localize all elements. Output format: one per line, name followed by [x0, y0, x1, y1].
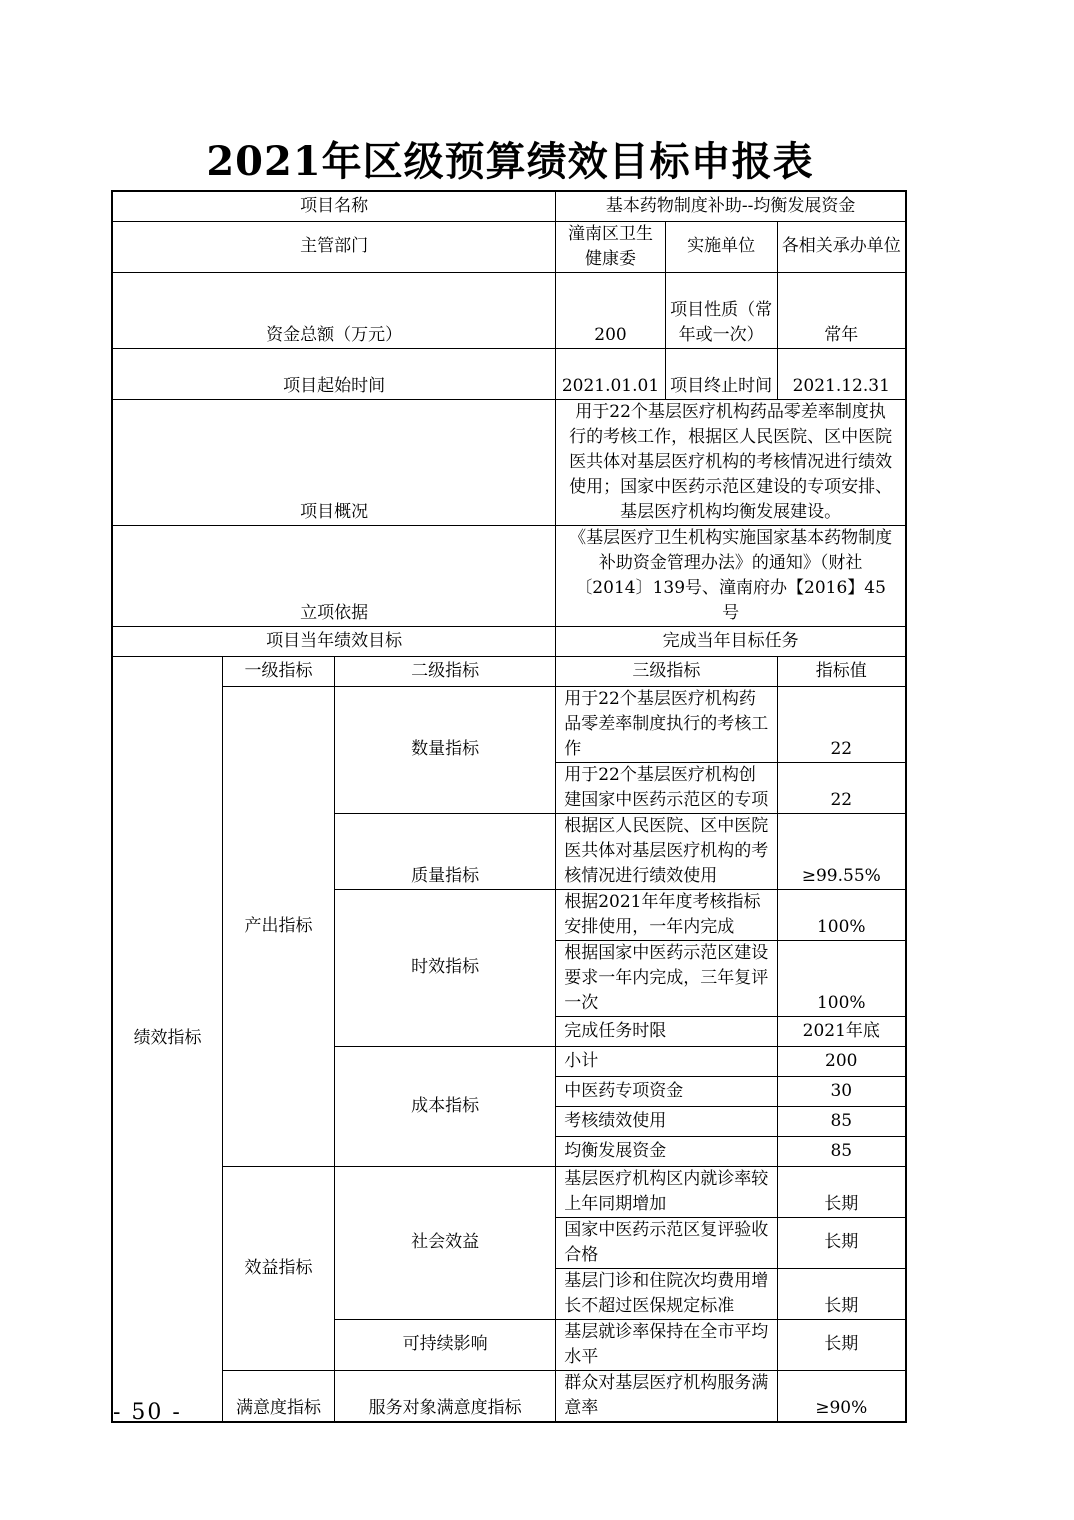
quality-indicator-label: 质量指标	[334, 813, 555, 889]
indicator-value: 85	[777, 1136, 906, 1166]
indicator-text: 小计	[556, 1046, 777, 1076]
end-value: 2021.12.31	[777, 348, 906, 399]
impl-label: 实施单位	[665, 221, 777, 272]
performance-indicator-label: 绩效指标	[112, 656, 223, 1422]
indicator-value: 长期	[777, 1268, 906, 1319]
cost-indicator-label: 成本指标	[334, 1046, 555, 1166]
indicator-value: 2021年底	[777, 1016, 906, 1046]
col-level1: 一级指标	[223, 656, 335, 686]
performance-target-table	[111, 190, 907, 1423]
indicator-value: 200	[777, 1046, 906, 1076]
indicator-value: 长期	[777, 1166, 906, 1217]
indicator-text: 根据区人民医院、区中医院医共体对基层医疗机构的考核情况进行绩效使用	[556, 813, 777, 889]
benefit-indicator-label: 效益指标	[223, 1166, 335, 1370]
indicator-value: 100%	[777, 940, 906, 1016]
row-fund	[112, 272, 906, 348]
indicator-value: ≥99.55%	[777, 813, 906, 889]
fund-label: 资金总额（万元）	[112, 272, 556, 348]
indicator-text: 考核绩效使用	[556, 1106, 777, 1136]
nature-label: 项目性质（常年或一次）	[665, 272, 777, 348]
indicator-value: 30	[777, 1076, 906, 1106]
page-title: 2021年区级预算绩效目标申报表	[206, 138, 814, 185]
service-satisfaction-label: 服务对象满意度指标	[334, 1370, 555, 1422]
basis-label: 立项依据	[112, 525, 556, 626]
start-label: 项目起始时间	[112, 348, 556, 399]
project-name-label: 项目名称	[112, 191, 556, 221]
row-time	[112, 348, 906, 399]
indicator-value: 22	[777, 686, 906, 762]
indicator-text: 基层就诊率保持在全市平均水平	[556, 1319, 777, 1370]
indicator-value: 22	[777, 762, 906, 813]
overview-value: 用于22个基层医疗机构药品零差率制度执行的考核工作，根据区人民医院、区中医院医共体对基层医疗机构的考核情况进行绩效使用；国家中医药示范区建设的专项安排、基层医疗机构均衡发展建设。	[556, 399, 906, 525]
output-indicator-label: 产出指标	[223, 686, 335, 1166]
indicator-value: 100%	[777, 889, 906, 940]
col-level3: 三级指标	[556, 656, 777, 686]
fund-value: 200	[556, 272, 666, 348]
row-project-name	[112, 191, 906, 221]
col-value: 指标值	[777, 656, 906, 686]
start-value: 2021.01.01	[556, 348, 666, 399]
indicator-text: 中医药专项资金	[556, 1076, 777, 1106]
table-row	[112, 1166, 906, 1217]
row-overview	[112, 399, 906, 525]
indicator-value: 85	[777, 1106, 906, 1136]
row-department	[112, 221, 906, 272]
indicator-value: 长期	[777, 1217, 906, 1268]
quantity-indicator-label: 数量指标	[334, 686, 555, 813]
page-number: - 50 -	[113, 1400, 182, 1425]
goal-label: 项目当年绩效目标	[112, 626, 556, 656]
indicator-text: 用于22个基层医疗机构创建国家中医药示范区的专项	[556, 762, 777, 813]
project-name-value: 基本药物制度补助--均衡发展资金	[556, 191, 906, 221]
dept-label: 主管部门	[112, 221, 556, 272]
nature-value: 常年	[777, 272, 906, 348]
indicator-value: 长期	[777, 1319, 906, 1370]
indicator-text: 国家中医药示范区复评验收合格	[556, 1217, 777, 1268]
overview-label: 项目概况	[112, 399, 556, 525]
goal-value: 完成当年目标任务	[556, 626, 906, 656]
row-basis	[112, 525, 906, 626]
basis-value: 《基层医疗卫生机构实施国家基本药物制度补助资金管理办法》的通知》（财社〔2014〕139号、潼南府办【2016】45号	[556, 525, 906, 626]
indicator-text: 完成任务时限	[556, 1016, 777, 1046]
satisfaction-indicator-label: 满意度指标	[223, 1370, 335, 1422]
row-goal	[112, 626, 906, 656]
indicator-text: 群众对基层医疗机构服务满意率	[556, 1370, 777, 1422]
indicator-text: 基层门诊和住院次均费用增长不超过医保规定标准	[556, 1268, 777, 1319]
row-indicator-header	[112, 656, 906, 686]
table-row	[112, 1370, 906, 1422]
table-row	[112, 686, 906, 762]
social-benefit-label: 社会效益	[334, 1166, 555, 1319]
sustainable-impact-label: 可持续影响	[334, 1319, 555, 1370]
indicator-text: 基层医疗机构区内就诊率较上年同期增加	[556, 1166, 777, 1217]
end-label: 项目终止时间	[665, 348, 777, 399]
indicator-text: 用于22个基层医疗机构药品零差率制度执行的考核工作	[556, 686, 777, 762]
dept-value: 潼南区卫生健康委	[556, 221, 666, 272]
indicator-text: 根据2021年年度考核指标安排使用，一年内完成	[556, 889, 777, 940]
indicator-text: 均衡发展资金	[556, 1136, 777, 1166]
time-indicator-label: 时效指标	[334, 889, 555, 1046]
indicator-value: ≥90%	[777, 1370, 906, 1422]
impl-value: 各相关承办单位	[777, 221, 906, 272]
col-level2: 二级指标	[334, 656, 555, 686]
indicator-text: 根据国家中医药示范区建设要求一年内完成，三年复评一次	[556, 940, 777, 1016]
